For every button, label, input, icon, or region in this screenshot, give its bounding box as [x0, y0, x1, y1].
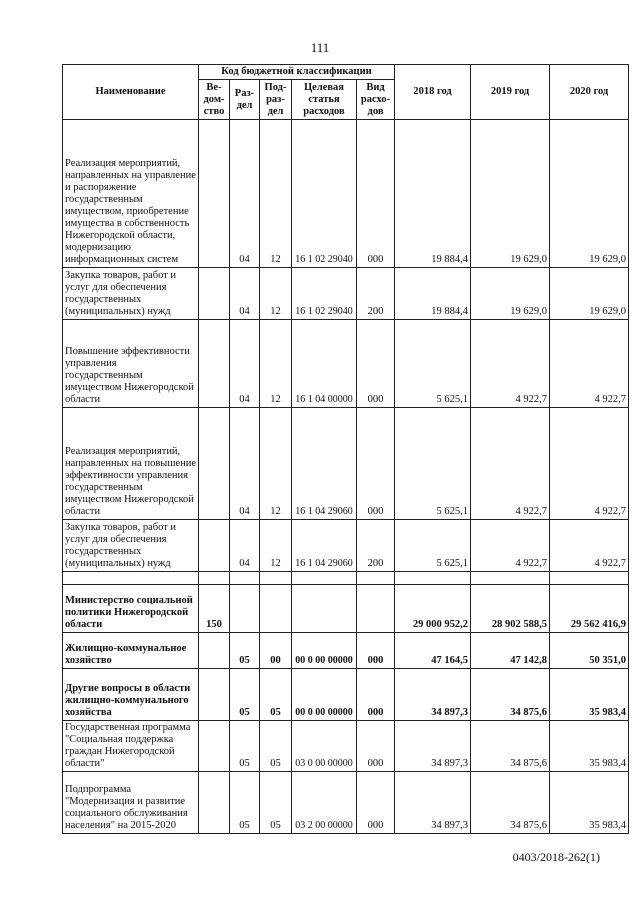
- header-2020: 2020 год: [550, 65, 629, 120]
- cell-y2018: 34 897,3: [395, 772, 471, 834]
- header-vedomstvo: Ве-дом-ство: [199, 80, 230, 120]
- cell-name: Подпрограмма "Модернизация и развитие социального обслуживания населения" на 2015-2020: [63, 772, 199, 834]
- cell-name: Государственная программа "Социальная поддержка граждан Нижегородской области": [63, 721, 199, 772]
- cell-ved: [199, 268, 230, 320]
- cell-razdel: [230, 585, 260, 633]
- cell-target: 16 1 04 00000: [292, 320, 357, 408]
- cell-vid: 000: [357, 408, 395, 520]
- cell-vid: 000: [357, 633, 395, 669]
- cell-y2018: 34 897,3: [395, 721, 471, 772]
- table-row: [63, 120, 629, 268]
- cell-y2019: 4 922,7: [471, 320, 550, 408]
- cell-vid: [357, 585, 395, 633]
- cell-target: [292, 585, 357, 633]
- table-row: [63, 585, 629, 633]
- cell-y2019: 4 922,7: [471, 408, 550, 520]
- cell-podrazdel: 05: [260, 721, 292, 772]
- cell-y2019: 28 902 588,5: [471, 585, 550, 633]
- header-2019: 2019 год: [471, 65, 550, 120]
- cell-podrazdel: 12: [260, 320, 292, 408]
- header-code-group: Код бюджетной классификации: [199, 65, 395, 80]
- cell-razdel: 04: [230, 268, 260, 320]
- cell-y2020: 35 983,4: [550, 772, 629, 834]
- cell-podrazdel: 00: [260, 633, 292, 669]
- cell-y2020: 35 983,4: [550, 721, 629, 772]
- cell-ved: [199, 520, 230, 572]
- header-name: Наименование: [63, 65, 199, 120]
- cell-podrazdel: 12: [260, 120, 292, 268]
- table-row: [63, 408, 629, 520]
- cell-ved: 150: [199, 585, 230, 633]
- cell-target: 16 1 02 29040: [292, 268, 357, 320]
- cell-target: 16 1 04 29060: [292, 520, 357, 572]
- cell-vid: 200: [357, 520, 395, 572]
- cell-razdel: 04: [230, 408, 260, 520]
- page-number: 111: [310, 40, 330, 55]
- cell-y2020: 19 629,0: [550, 268, 629, 320]
- cell-y2019: 34 875,6: [471, 772, 550, 834]
- cell-podrazdel: 05: [260, 669, 292, 721]
- cell-vid: 000: [357, 772, 395, 834]
- cell-y2019: 19 629,0: [471, 120, 550, 268]
- cell-ved: [199, 633, 230, 669]
- header-2018: 2018 год: [395, 65, 471, 120]
- cell-y2018: 19 884,4: [395, 120, 471, 268]
- table-row: [63, 721, 629, 772]
- cell-ved: [199, 669, 230, 721]
- header-target: Целевая статья расходов: [292, 80, 357, 120]
- cell-target: 16 1 04 29060: [292, 408, 357, 520]
- table-row: [63, 633, 629, 669]
- cell-name: Другие вопросы в области жилищно-коммунального хозяйства: [63, 669, 199, 721]
- cell-podrazdel: 05: [260, 772, 292, 834]
- budget-table: [62, 64, 629, 834]
- cell-name: Реализация мероприятий, направленных на управление и распоряжение государственным имуществом, приобретение имущества в собственность Нижегородской области, модернизацию информационных систем: [63, 120, 199, 268]
- cell-y2018: 5 625,1: [395, 320, 471, 408]
- cell-ved: [199, 721, 230, 772]
- cell-y2019: 34 875,6: [471, 669, 550, 721]
- cell-target: 00 0 00 00000: [292, 633, 357, 669]
- cell-vid: 200: [357, 268, 395, 320]
- cell-y2020: 29 562 416,9: [550, 585, 629, 633]
- cell-vid: 000: [357, 120, 395, 268]
- cell-target: 03 0 00 00000: [292, 721, 357, 772]
- cell-ved: [199, 772, 230, 834]
- cell-razdel: 04: [230, 520, 260, 572]
- cell-name: Повышение эффективности управления государственным имуществом Нижегородской области: [63, 320, 199, 408]
- table-row: [63, 669, 629, 721]
- cell-y2018: 5 625,1: [395, 520, 471, 572]
- cell-razdel: 05: [230, 633, 260, 669]
- header-razdel: Раз-дел: [230, 80, 260, 120]
- cell-razdel: 04: [230, 320, 260, 408]
- cell-vid: 000: [357, 320, 395, 408]
- cell-vid: 000: [357, 721, 395, 772]
- cell-podrazdel: 12: [260, 520, 292, 572]
- table-row: [63, 772, 629, 834]
- header-vid: Вид расхо-дов: [357, 80, 395, 120]
- cell-y2019: 4 922,7: [471, 520, 550, 572]
- cell-podrazdel: [260, 585, 292, 633]
- spacer-row: [63, 572, 629, 585]
- cell-ved: [199, 320, 230, 408]
- cell-target: 00 0 00 00000: [292, 669, 357, 721]
- cell-y2020: 4 922,7: [550, 520, 629, 572]
- cell-y2018: 34 897,3: [395, 669, 471, 721]
- cell-razdel: 05: [230, 669, 260, 721]
- cell-y2020: 4 922,7: [550, 320, 629, 408]
- table-row: [63, 268, 629, 320]
- cell-razdel: 04: [230, 120, 260, 268]
- cell-target: 03 2 00 00000: [292, 772, 357, 834]
- cell-razdel: 05: [230, 772, 260, 834]
- cell-name: Закупка товаров, работ и услуг для обеспечения государственных (муниципальных) нужд: [63, 520, 199, 572]
- cell-name: Реализация мероприятий, направленных на повышение эффективности управления государственным имуществом Нижегородской области: [63, 408, 199, 520]
- cell-y2020: 19 629,0: [550, 120, 629, 268]
- cell-y2019: 34 875,6: [471, 721, 550, 772]
- cell-y2018: 5 625,1: [395, 408, 471, 520]
- cell-y2018: 29 000 952,2: [395, 585, 471, 633]
- cell-razdel: 05: [230, 721, 260, 772]
- cell-name: Министерство социальной политики Нижегородской области: [63, 585, 199, 633]
- cell-vid: 000: [357, 669, 395, 721]
- document-code: 0403/2018-262(1): [512, 850, 600, 864]
- cell-podrazdel: 12: [260, 268, 292, 320]
- cell-y2020: 50 351,0: [550, 633, 629, 669]
- cell-name: Жилищно-коммунальное хозяйство: [63, 633, 199, 669]
- cell-y2019: 19 629,0: [471, 268, 550, 320]
- table-row: [63, 320, 629, 408]
- cell-y2019: 47 142,8: [471, 633, 550, 669]
- cell-name: Закупка товаров, работ и услуг для обеспечения государственных (муниципальных) нужд: [63, 268, 199, 320]
- cell-y2018: 47 164,5: [395, 633, 471, 669]
- cell-y2020: 4 922,7: [550, 408, 629, 520]
- cell-y2018: 19 884,4: [395, 268, 471, 320]
- table-row: [63, 520, 629, 572]
- cell-podrazdel: 12: [260, 408, 292, 520]
- cell-ved: [199, 120, 230, 268]
- cell-target: 16 1 02 29040: [292, 120, 357, 268]
- cell-ved: [199, 408, 230, 520]
- header-podrazdel: Под-раз-дел: [260, 80, 292, 120]
- cell-y2020: 35 983,4: [550, 669, 629, 721]
